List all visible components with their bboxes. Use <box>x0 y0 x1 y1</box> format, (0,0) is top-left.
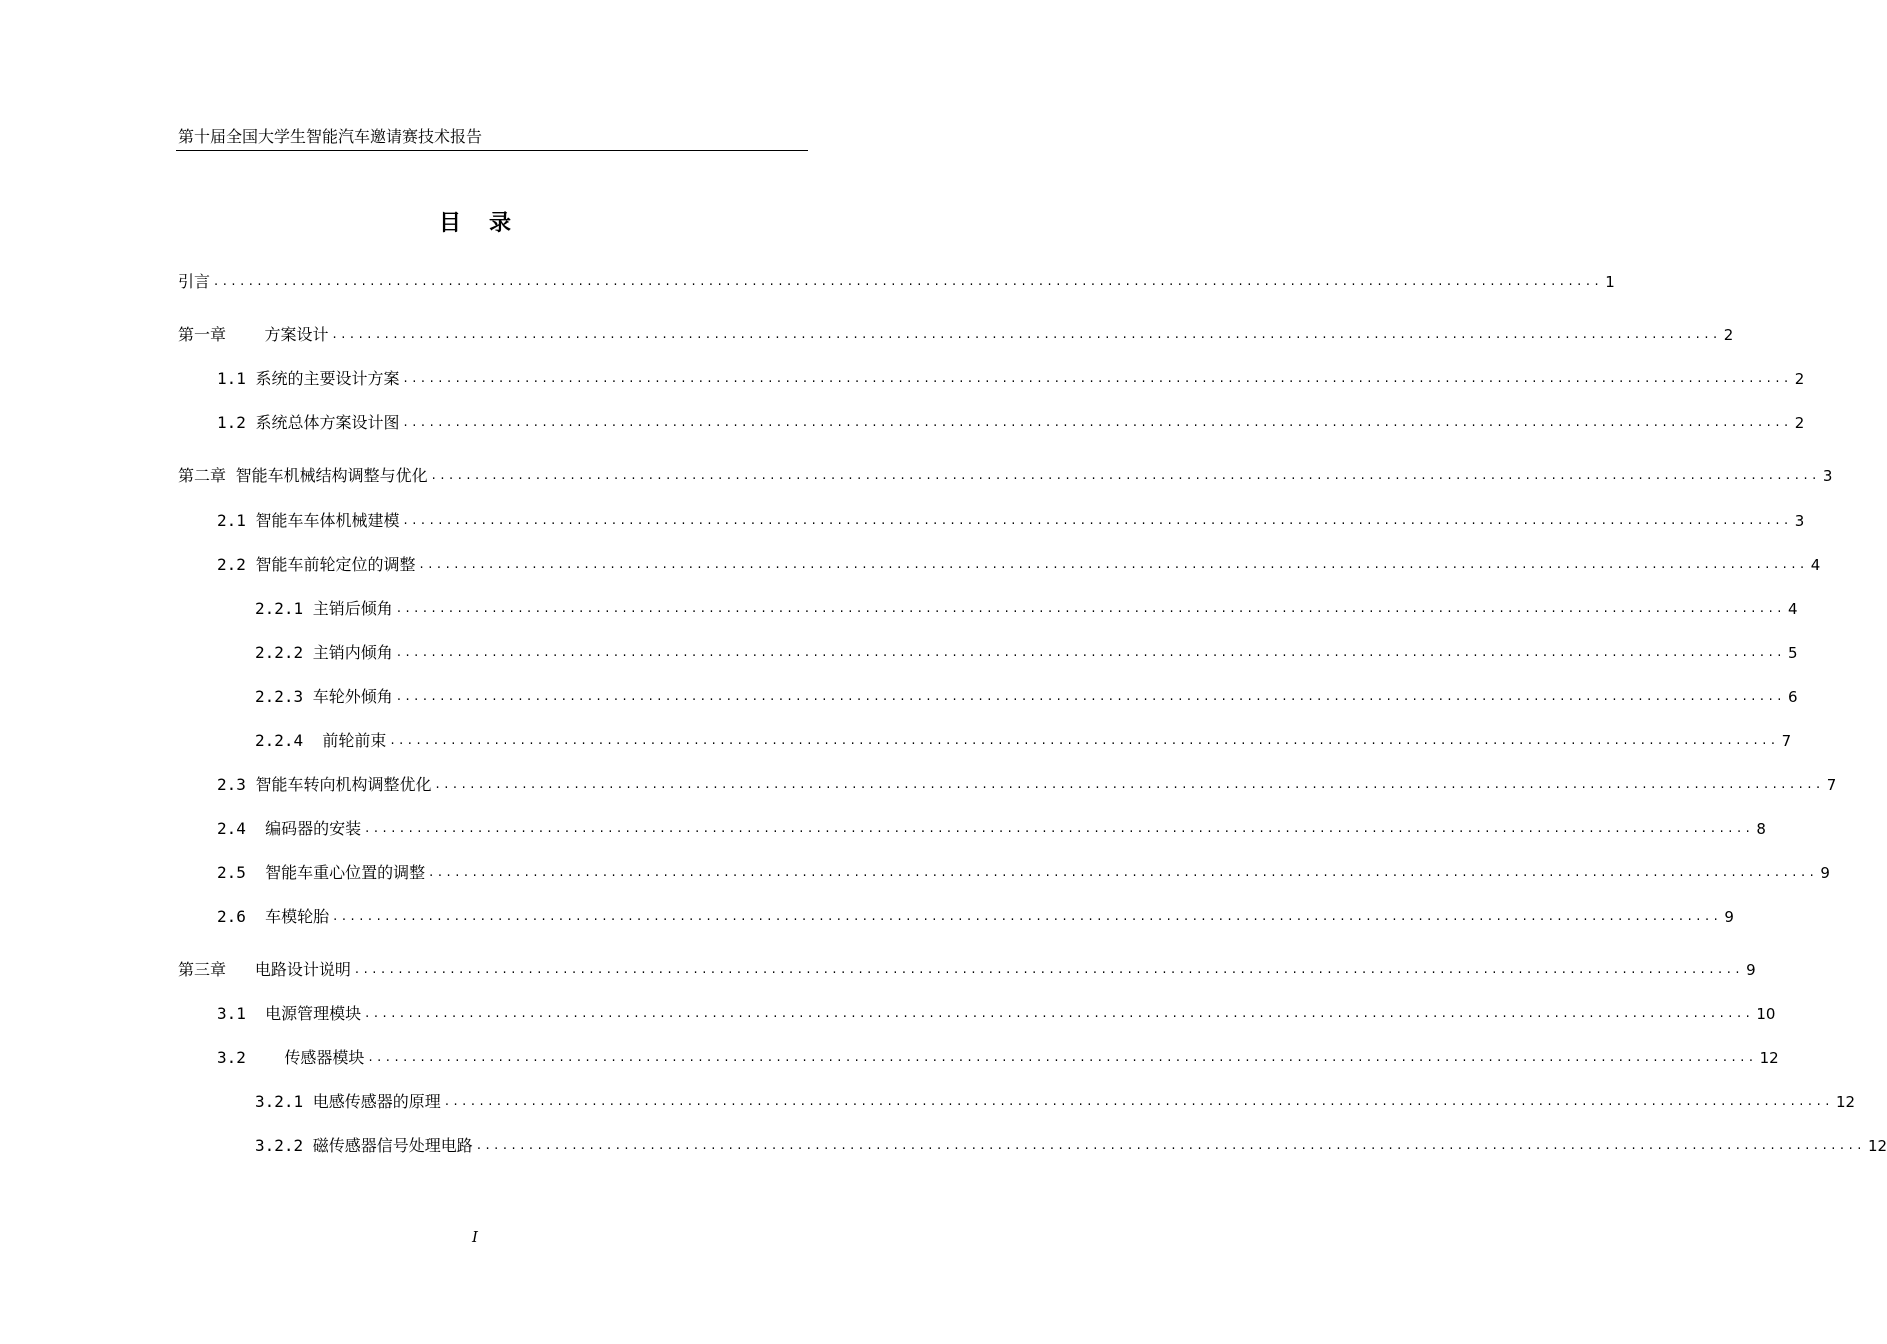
toc-entry-label: 2.5 智能车重心位置的调整 <box>217 863 426 882</box>
toc-leader-dots: ................................................................................................................................................................ <box>365 1006 1755 1021</box>
toc-entry-label: 1.1 系统的主要设计方案 <box>217 369 400 388</box>
toc-entry-label: 第三章 电路设计说明 <box>178 960 351 979</box>
toc-entry-page: 12 <box>1835 1093 1856 1111</box>
toc-entry-page: 10 <box>1756 1005 1776 1023</box>
toc-entry-label: 2.2 智能车前轮定位的调整 <box>217 555 416 574</box>
toc-entry-2-1[interactable] <box>217 509 1805 533</box>
toc-leader-dots: ................................................................................................................................................................ <box>396 689 1786 704</box>
toc-entry-page: 2 <box>1794 414 1805 432</box>
toc-entry-1-2[interactable] <box>217 411 1805 435</box>
toc-entry-introduction[interactable] <box>178 270 1615 294</box>
toc-entry-page: 4 <box>1810 556 1821 574</box>
toc-leader-dots: ................................................................................................................................................................ <box>396 645 1786 660</box>
toc-leader-dots: ................................................................................................................................................................ <box>444 1094 1834 1109</box>
toc-entry-label: 2.2.1 主销后倾角 <box>255 599 393 618</box>
toc-leader-dots: ................................................................................................................................................................ <box>419 557 1809 572</box>
toc-leader-dots: ................................................................................................................................................................ <box>396 601 1786 616</box>
toc-entry-page: 12 <box>1867 1137 1887 1155</box>
toc-entry-label: 2.1 智能车车体机械建模 <box>217 511 400 530</box>
running-header: 第十届全国大学生智能汽车邀请赛技术报告 <box>178 127 483 146</box>
toc-entry-page: 3 <box>1794 512 1805 530</box>
toc-entry-3-1[interactable] <box>217 1002 1776 1026</box>
toc-entry-label: 2.2.4 前轮前束 <box>255 731 387 750</box>
toc-entry-page: 3 <box>1822 467 1833 485</box>
toc-entry-page: 8 <box>1756 820 1766 838</box>
toc-entry-label: 2.4 编码器的安装 <box>217 819 362 838</box>
toc-leader-dots: ................................................................................................................................................................ <box>368 1050 1758 1065</box>
toc-entry-chapter-3[interactable] <box>178 958 1756 982</box>
toc-entry-3-2-1[interactable] <box>255 1090 1856 1114</box>
toc-entry-3-2-2[interactable] <box>255 1134 1887 1158</box>
toc-leader-dots: ................................................................................................................................................................ <box>354 962 1745 977</box>
toc-leader-dots: ................................................................................................................................................................ <box>403 513 1793 528</box>
toc-leader-dots: ................................................................................................................................................................ <box>365 821 1755 836</box>
toc-entry-label: 引言 <box>178 272 211 291</box>
toc-leader-dots: ................................................................................................................................................................ <box>429 865 1819 880</box>
toc-entry-page: 9 <box>1724 908 1734 926</box>
toc-entry-label: 3.2.1 电感传感器的原理 <box>255 1092 441 1111</box>
toc-entry-label: 3.1 电源管理模块 <box>217 1004 362 1023</box>
toc-entry-chapter-1[interactable] <box>178 323 1734 347</box>
toc-entry-2-2[interactable] <box>217 553 1821 577</box>
toc-entry-page: 2 <box>1723 326 1734 344</box>
toc-leader-dots: ................................................................................................................................................................ <box>332 327 1722 342</box>
toc-leader-dots: ................................................................................................................................................................ <box>214 274 1604 289</box>
toc-entry-page: 9 <box>1746 961 1756 979</box>
toc-entry-3-2[interactable] <box>217 1046 1779 1070</box>
toc-entry-2-4[interactable] <box>217 817 1766 841</box>
toc-entry-2-2-1[interactable] <box>255 597 1798 621</box>
toc-entry-page: 4 <box>1787 600 1798 618</box>
toc-entry-2-2-3[interactable] <box>255 685 1798 709</box>
toc-entry-page: 6 <box>1787 688 1798 706</box>
toc-entry-label: 2.6 车模轮胎 <box>217 907 330 926</box>
toc-leader-dots: ................................................................................................................................................................ <box>403 415 1793 430</box>
toc-entry-label: 2.2.2 主销内倾角 <box>255 643 393 662</box>
toc-leader-dots: ................................................................................................................................................................ <box>333 909 1723 924</box>
toc-entry-page: 9 <box>1820 864 1830 882</box>
toc-title: 目录 <box>438 211 539 236</box>
toc-entry-page: 7 <box>1781 732 1792 750</box>
toc-entry-page: 2 <box>1794 370 1805 388</box>
toc-entry-label: 2.2.3 车轮外倾角 <box>255 687 393 706</box>
toc-entry-2-2-4[interactable] <box>255 729 1792 753</box>
toc-entry-label: 第二章 智能车机械结构调整与优化 <box>178 466 428 485</box>
toc-entry-label: 2.3 智能车转向机构调整优化 <box>217 775 432 794</box>
page-number: I <box>472 1228 478 1246</box>
toc-entry-label: 第一章 方案设计 <box>178 325 329 344</box>
header-rule <box>176 150 808 151</box>
toc-entry-page: 12 <box>1759 1049 1779 1067</box>
toc-entry-label: 3.2 传感器模块 <box>217 1048 365 1067</box>
toc-leader-dots: ................................................................................................................................................................ <box>476 1138 1866 1153</box>
toc-leader-dots: ................................................................................................................................................................ <box>435 777 1825 792</box>
toc-entry-label: 3.2.2 磁传感器信号处理电路 <box>255 1136 473 1155</box>
toc-entry-chapter-2[interactable] <box>178 464 1833 488</box>
toc-entry-2-2-2[interactable] <box>255 641 1798 665</box>
toc-entry-label: 1.2 系统总体方案设计图 <box>217 413 400 432</box>
toc-entry-page: 5 <box>1787 644 1798 662</box>
toc-entry-2-5[interactable] <box>217 861 1830 885</box>
toc-entry-2-6[interactable] <box>217 905 1734 929</box>
toc-entry-page: 7 <box>1826 776 1837 794</box>
toc-leader-dots: ................................................................................................................................................................ <box>403 371 1793 386</box>
toc-entry-1-1[interactable] <box>217 367 1805 391</box>
toc-entry-page: 1 <box>1605 273 1615 291</box>
toc-entry-2-3[interactable] <box>217 773 1837 797</box>
toc-leader-dots: ................................................................................................................................................................ <box>431 468 1821 483</box>
toc-leader-dots: ................................................................................................................................................................ <box>390 733 1780 748</box>
